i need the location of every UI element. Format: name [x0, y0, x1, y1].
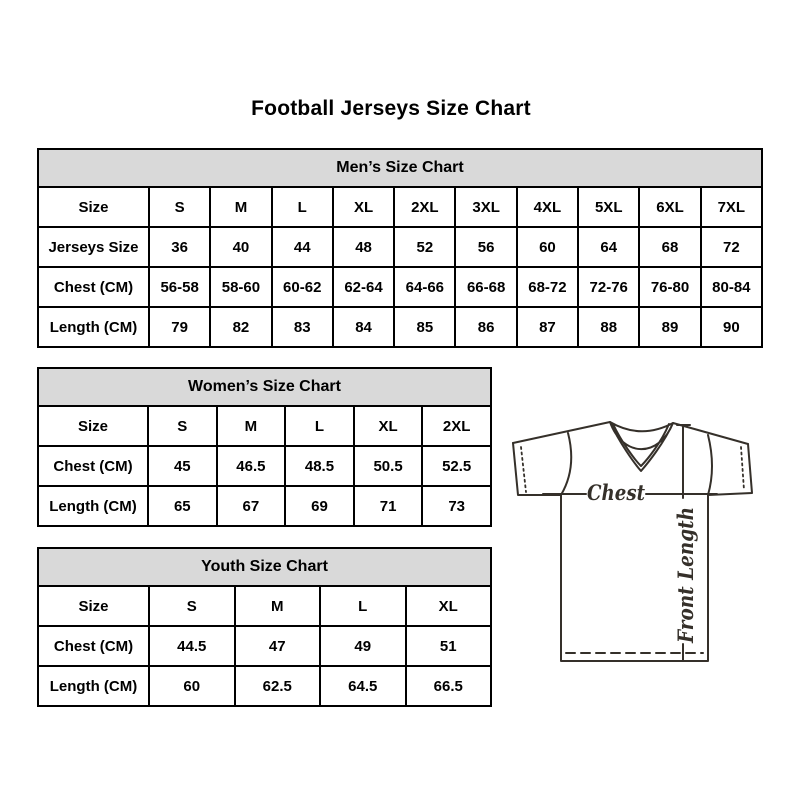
- table-row: [38, 486, 491, 526]
- cell-value: 5XL: [578, 187, 639, 227]
- cell-value: 85: [394, 307, 455, 347]
- table-row: [38, 446, 491, 486]
- cell-value: 51: [406, 626, 492, 666]
- table-row: [38, 406, 491, 446]
- cell-value: 88: [578, 307, 639, 347]
- cell-value: 82: [210, 307, 271, 347]
- cell-value: S: [149, 586, 235, 626]
- cell-value: 64-66: [394, 267, 455, 307]
- cell-value: M: [217, 406, 286, 446]
- cell-value: XL: [333, 187, 394, 227]
- row-label: Size: [38, 187, 149, 227]
- cell-value: 64: [578, 227, 639, 267]
- cell-value: M: [210, 187, 271, 227]
- cell-value: 72: [701, 227, 762, 267]
- cell-value: 66.5: [406, 666, 492, 706]
- jersey-shoulder-lines: [513, 422, 748, 444]
- cell-value: 86: [455, 307, 516, 347]
- cell-value: 4XL: [517, 187, 578, 227]
- cell-value: 68-72: [517, 267, 578, 307]
- cell-value: 60: [149, 666, 235, 706]
- cell-value: L: [285, 406, 354, 446]
- row-label: Chest (CM): [38, 446, 148, 486]
- table-section-header: Men’s Size Chart: [38, 149, 762, 187]
- cell-value: 2XL: [394, 187, 455, 227]
- row-label: Length (CM): [38, 666, 149, 706]
- cell-value: 89: [639, 307, 700, 347]
- cell-value: 84: [333, 307, 394, 347]
- cell-value: 52: [394, 227, 455, 267]
- cell-value: 58-60: [210, 267, 271, 307]
- cell-value: 87: [517, 307, 578, 347]
- cell-value: 52.5: [422, 446, 491, 486]
- front-length-label: Front Length: [673, 488, 698, 643]
- chest-label: Chest: [587, 480, 646, 505]
- page-title: Football Jerseys Size Chart: [251, 97, 531, 120]
- cell-value: 6XL: [639, 187, 700, 227]
- cell-value: 67: [217, 486, 286, 526]
- cell-value: 83: [272, 307, 333, 347]
- cell-value: 65: [148, 486, 217, 526]
- row-label: Length (CM): [38, 307, 149, 347]
- row-label: Size: [38, 586, 149, 626]
- table-row: [38, 307, 762, 347]
- cell-value: 47: [235, 626, 321, 666]
- cell-value: 90: [701, 307, 762, 347]
- womens-size-table: [37, 367, 492, 527]
- cell-value: 60: [517, 227, 578, 267]
- cell-value: 72-76: [578, 267, 639, 307]
- cell-value: 73: [422, 486, 491, 526]
- cell-value: 7XL: [701, 187, 762, 227]
- cell-value: 69: [285, 486, 354, 526]
- cell-value: 68: [639, 227, 700, 267]
- mens-size-table: [37, 148, 763, 348]
- table-section-header: Women’s Size Chart: [38, 368, 491, 406]
- cell-value: 48: [333, 227, 394, 267]
- row-label: Jerseys Size: [38, 227, 149, 267]
- cell-value: 40: [210, 227, 271, 267]
- cell-value: 44.5: [149, 626, 235, 666]
- cell-value: 50.5: [354, 446, 423, 486]
- row-label: Chest (CM): [38, 626, 149, 666]
- jersey-diagram-svg: [505, 410, 770, 670]
- cell-value: 48.5: [285, 446, 354, 486]
- cell-value: S: [148, 406, 217, 446]
- cell-value: XL: [406, 586, 492, 626]
- cell-value: 66-68: [455, 267, 516, 307]
- table-row: [38, 227, 762, 267]
- cell-value: 44: [272, 227, 333, 267]
- cell-value: 64.5: [320, 666, 406, 706]
- cell-value: 56-58: [149, 267, 210, 307]
- cell-value: 46.5: [217, 446, 286, 486]
- cell-value: L: [320, 586, 406, 626]
- table-row: [38, 586, 491, 626]
- row-label: Chest (CM): [38, 267, 149, 307]
- cell-value: 62-64: [333, 267, 394, 307]
- cell-value: 79: [149, 307, 210, 347]
- row-label: Length (CM): [38, 486, 148, 526]
- cell-value: 76-80: [639, 267, 700, 307]
- cell-value: 62.5: [235, 666, 321, 706]
- cell-value: XL: [354, 406, 423, 446]
- table-section-header: Youth Size Chart: [38, 548, 491, 586]
- cell-value: 80-84: [701, 267, 762, 307]
- cell-value: 71: [354, 486, 423, 526]
- cell-value: 2XL: [422, 406, 491, 446]
- jersey-vneck-collar: [610, 422, 673, 471]
- cell-value: 60-62: [272, 267, 333, 307]
- cell-value: S: [149, 187, 210, 227]
- cell-value: 3XL: [455, 187, 516, 227]
- cell-value: 36: [149, 227, 210, 267]
- table-row: [38, 626, 491, 666]
- cell-value: L: [272, 187, 333, 227]
- table-row: [38, 187, 762, 227]
- cell-value: M: [235, 586, 321, 626]
- cell-value: 45: [148, 446, 217, 486]
- cell-value: 49: [320, 626, 406, 666]
- table-row: [38, 666, 491, 706]
- table-row: [38, 267, 762, 307]
- row-label: Size: [38, 406, 148, 446]
- youth-size-table: [37, 547, 492, 707]
- cell-value: 56: [455, 227, 516, 267]
- jersey-measurement-diagram: [505, 410, 770, 670]
